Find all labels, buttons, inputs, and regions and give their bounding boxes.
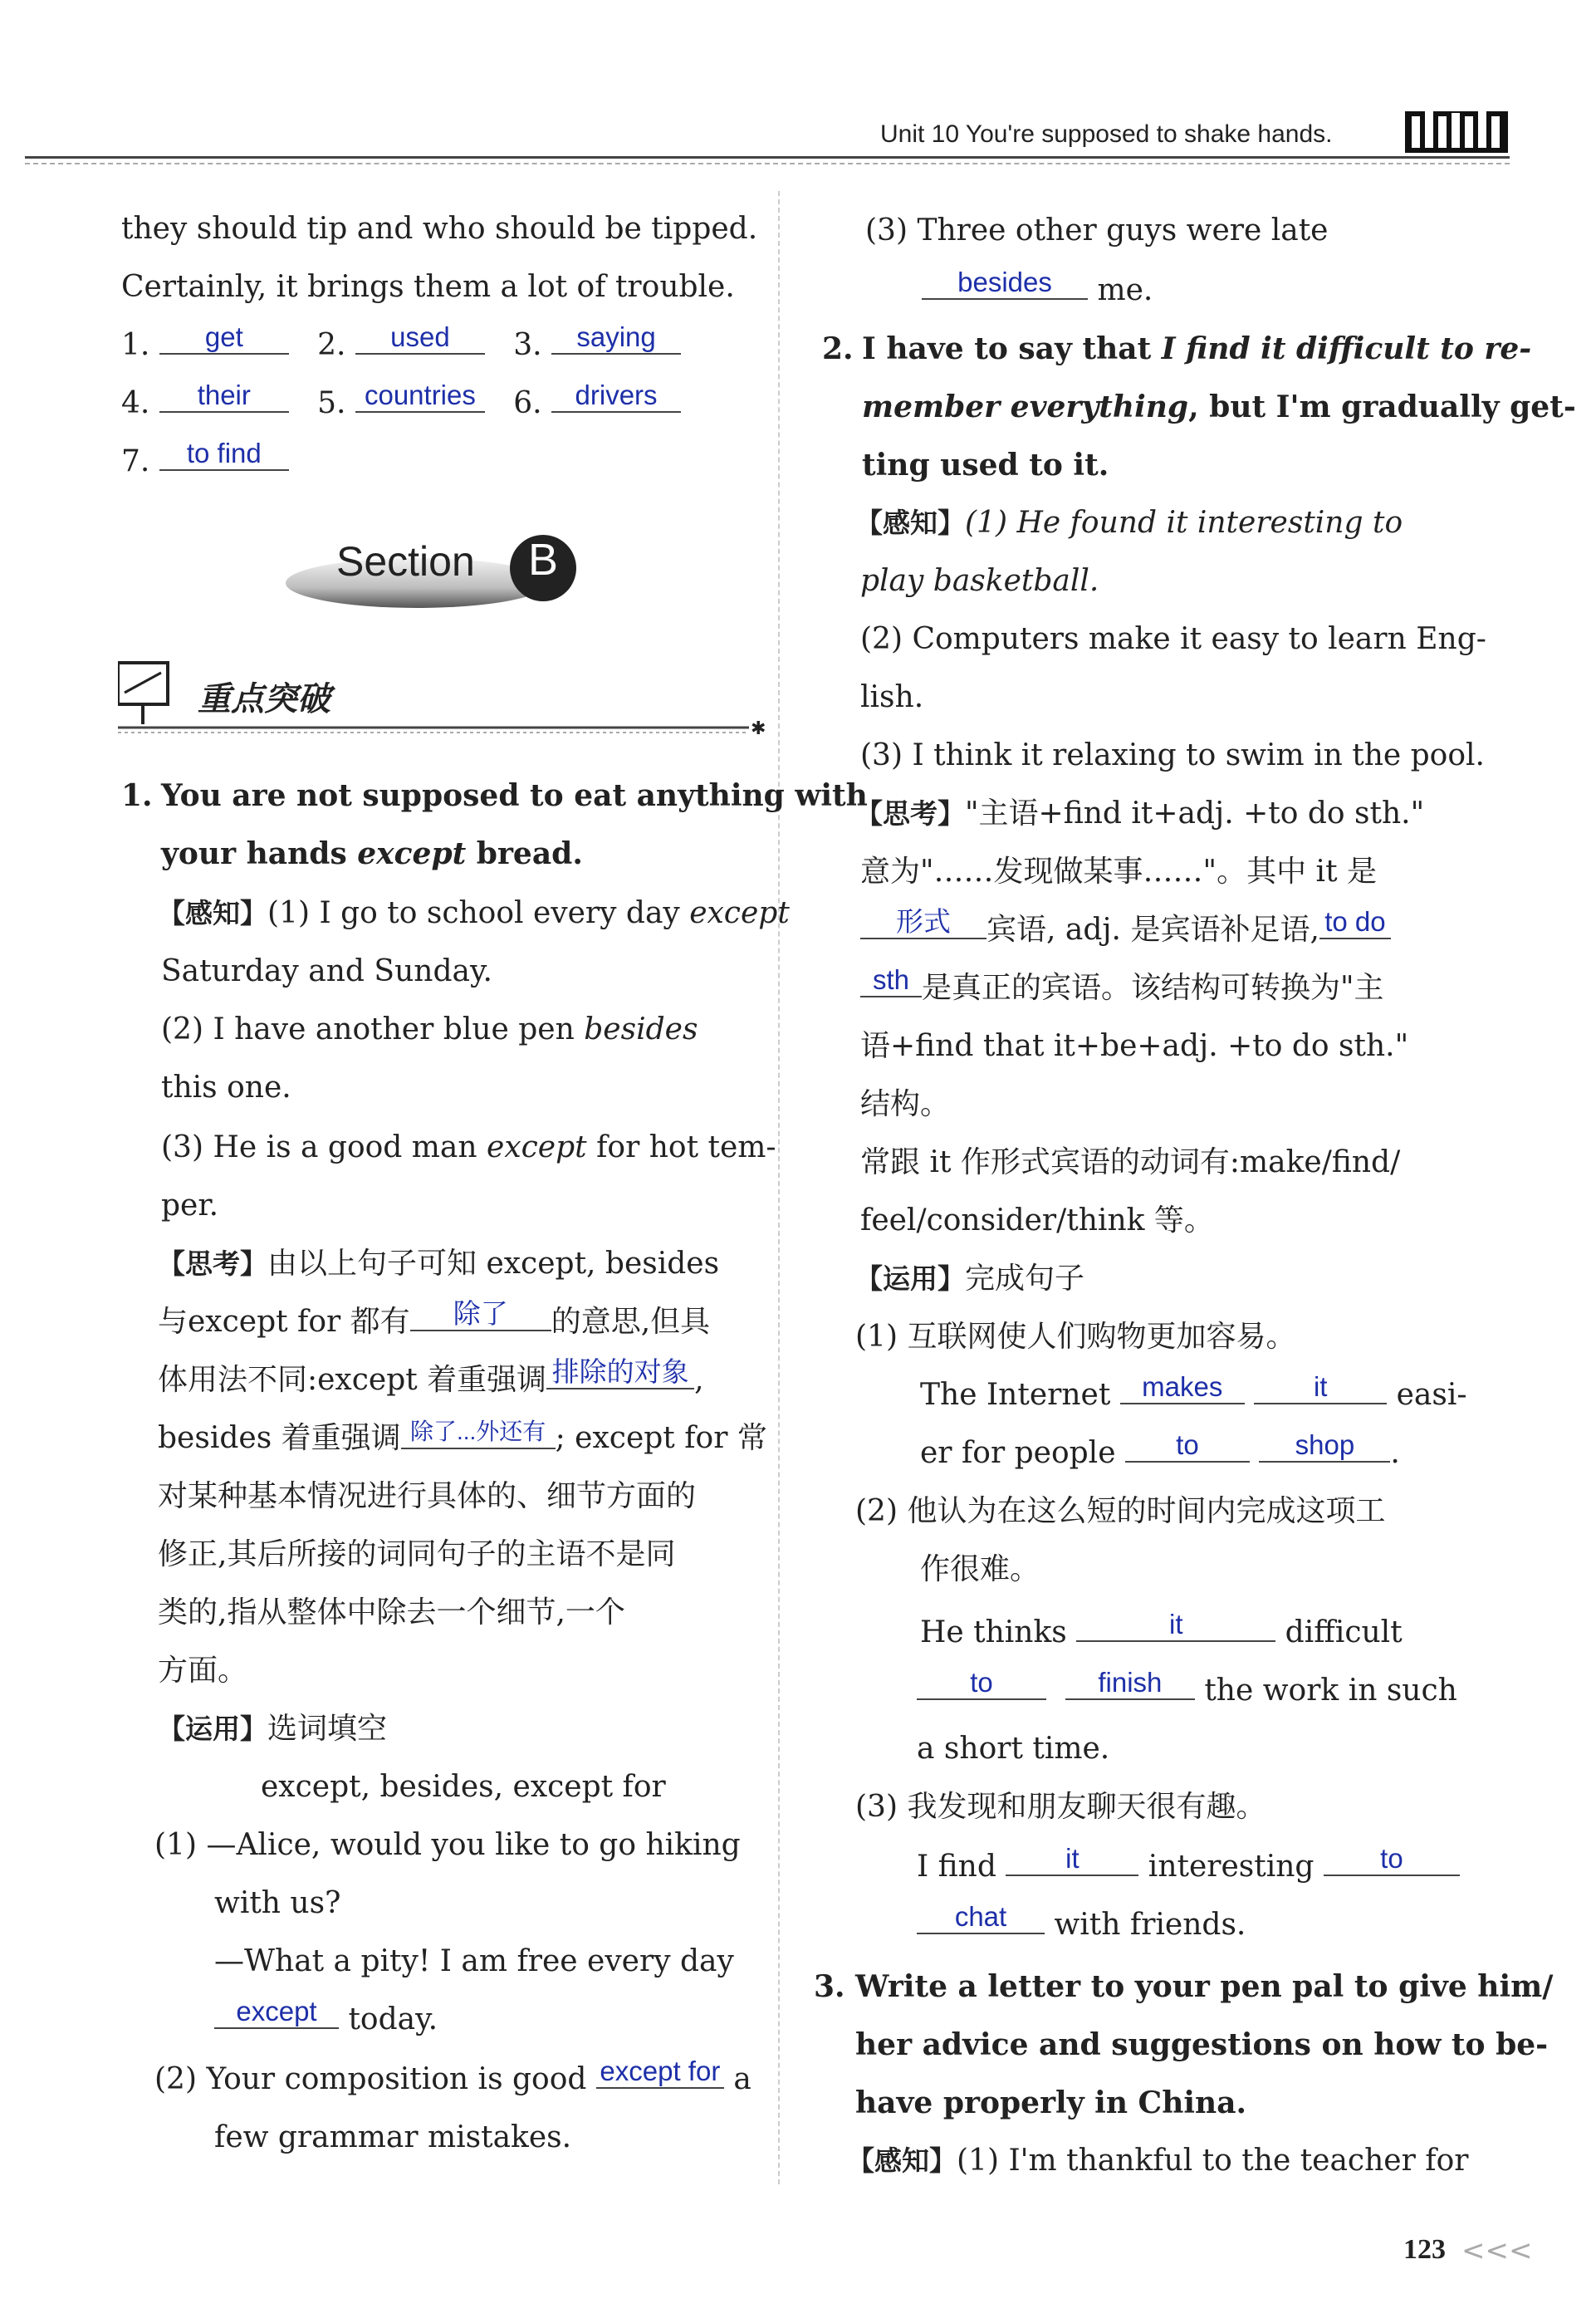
q2-perceive-3: (3) I think it relaxing to swim in the pool.	[860, 738, 1485, 772]
q1-exercise-2-b: a	[723, 2062, 751, 2096]
q1-think-blank-2: 排除的对象	[546, 1356, 694, 1389]
q2-think-8: feel/consider/think 等。	[860, 1203, 1214, 1237]
q3-number: 3.	[814, 1969, 845, 2004]
q1-perceive-1-cont: Saturday and Sunday.	[161, 954, 492, 988]
q1-exercise-2-blank: except for	[596, 2056, 724, 2089]
q1-number: 1.	[121, 778, 153, 813]
q1-exercise-2-a: (2) Your composition is good	[154, 2062, 596, 2096]
answer-blank-4: their	[159, 380, 289, 413]
q1-think-8: 方面。	[158, 1654, 248, 1688]
q2-exercise-3-cn: (3) 我发现和朋友聊天很有趣。	[855, 1790, 1266, 1824]
answer-row-2: 4. their 5. countries 6. drivers	[121, 387, 681, 421]
q2-exercise-3-a: I find	[917, 1850, 1006, 1884]
q2-perceive-2: (2) Computers make it easy to learn Eng-	[860, 622, 1486, 656]
q2-exercise-3-line-1	[917, 1843, 1460, 1884]
q2-line-2	[862, 390, 1576, 424]
q1-think-4-b: ; except for 常	[555, 1421, 767, 1455]
q2-exercise-2-a: He thinks	[920, 1615, 1077, 1649]
q1-exercise-1-line-1: (1) —Alice, would you like to go hiking	[154, 1828, 741, 1862]
apply-tag: 【运用】	[158, 1713, 267, 1745]
q2-exercise-1-d: er for people	[920, 1436, 1125, 1470]
q2-exercise-2-c: difficult	[1275, 1615, 1403, 1649]
column-divider	[778, 191, 780, 2184]
q2-think-5: 语+find that it+be+adj. +to do sth."	[860, 1029, 1409, 1063]
q1-line-2-c: bread.	[466, 836, 583, 871]
q1-perceive-1-a: (1) I go to school every day	[267, 896, 690, 930]
q2-think-3	[860, 906, 1391, 948]
q1-perceive-1-b: except	[689, 896, 790, 930]
right-item-3-line-2	[922, 267, 1153, 308]
header-dashed-rule	[25, 163, 1510, 164]
q1-perceive-2-a: (2) I have another blue pen	[161, 1012, 585, 1046]
q1-think-blank-3: 除了...外还有	[401, 1416, 556, 1449]
q2-exercise-1-blank-2: it	[1254, 1371, 1387, 1404]
q1-perceive-1	[158, 897, 790, 930]
q2-think-6: 结构。	[860, 1087, 951, 1121]
q2-line-2-a: member everything	[862, 390, 1189, 424]
q2-perceive-tag: 【感知】	[855, 507, 965, 539]
left-intro-line-1: they should tip and who should be tipped.	[121, 212, 758, 246]
q2-exercise-1-e: .	[1390, 1436, 1400, 1470]
q2-exercise-2-line-1	[920, 1609, 1403, 1650]
answer-blank-7: to find	[159, 438, 289, 471]
q1-think-2-a: 与except for 都有	[158, 1305, 410, 1339]
answer-blank-2: used	[355, 321, 485, 355]
q1-perceive-3-b: except	[487, 1130, 587, 1164]
q1-exercise-1-blank: except	[214, 1996, 339, 2029]
answer-blank-3: saying	[551, 321, 681, 355]
key-points-title: 重点突破	[198, 680, 330, 718]
q2-perceive-1	[855, 507, 1403, 540]
q2-think-blank-2: to do	[1319, 906, 1391, 939]
right-item-3-line-1: (3) Three other guys were late	[865, 213, 1329, 247]
q2-exercise-1-blank-3: to	[1125, 1429, 1250, 1463]
page-number: 123	[1403, 2234, 1446, 2265]
q2-line-1-a: I have to say that	[862, 331, 1162, 366]
q3-perceive-tag: 【感知】	[847, 2144, 957, 2177]
q1-think-5: 对某种基本情况进行具体的、细节方面的	[158, 1479, 697, 1513]
q1-apply-title: 选词填空	[267, 1712, 388, 1746]
q3-line-2: her advice and suggestions on how to be-	[855, 2027, 1549, 2062]
q2-exercise-3-d: with friends.	[1045, 1908, 1246, 1942]
q2-exercise-3-blank-3: chat	[917, 1901, 1045, 1934]
q2-exercise-2-blank-3: finish	[1065, 1667, 1195, 1700]
q1-think-7: 类的,指从整体中除去一个细节,一个	[158, 1595, 625, 1630]
q2-think-2: 意为"……发现做某事……"。其中 it 是	[860, 855, 1377, 889]
book-logo-icon	[1403, 105, 1510, 158]
think-tag: 【思考】	[158, 1247, 267, 1280]
q2-exercise-1-line-1	[920, 1371, 1467, 1413]
q2-exercise-3-blank-1: it	[1006, 1843, 1138, 1876]
q2-think-3-a: 宾语, adj. 是宾语补足语,	[986, 913, 1319, 947]
right-item-3-tail: me.	[1088, 273, 1153, 307]
q1-think-4	[158, 1419, 767, 1458]
svg-text:✱: ✱	[751, 718, 766, 739]
q1-perceive-2	[161, 1013, 698, 1046]
q1-think-1-text: 由以上句子可知 except, besides	[267, 1247, 720, 1281]
section-letter: B	[528, 535, 559, 585]
q1-exercise-1-tail: today.	[339, 2002, 438, 2036]
right-item-3-blank: besides	[922, 267, 1088, 300]
q2-exercise-2-line-2	[917, 1667, 1457, 1708]
q3-perceive-1	[847, 2144, 1468, 2178]
q1-exercise-1-line-2: with us?	[214, 1886, 341, 1920]
q2-think-4-a: 是真正的宾语。该结构可转换为"主	[922, 971, 1384, 1005]
unit-header-title: Unit 10 You're supposed to shake hands.	[880, 120, 1333, 148]
q1-perceive-3-cont: per.	[161, 1188, 219, 1223]
q1-exercise-2-line-2: few grammar mistakes.	[214, 2120, 572, 2154]
section-label: Section	[336, 538, 475, 585]
q2-apply-tag: 【运用】	[855, 1262, 965, 1295]
q2-exercise-3-line-2	[917, 1901, 1246, 1943]
answer-blank-5: countries	[355, 380, 485, 413]
q1-think-3	[158, 1356, 704, 1398]
q2-exercise-2-cn-1: (2) 他认为在这么短的时间内完成这项工	[855, 1494, 1386, 1528]
q2-perceive-1-cont: play basketball.	[860, 564, 1099, 598]
q1-line-1: You are not supposed to eat anything with	[161, 778, 868, 813]
q2-perceive-2-cont: lish.	[860, 680, 924, 714]
q2-exercise-3-c: interesting	[1138, 1850, 1324, 1884]
perceive-tag: 【感知】	[158, 897, 267, 929]
q2-exercise-1-c: easi-	[1387, 1378, 1467, 1412]
q2-perceive-1-text: (1) He found it interesting to	[965, 506, 1403, 540]
q2-exercise-2-cn-2: 作很难。	[920, 1552, 1040, 1586]
q2-think-blank-3: sth	[860, 964, 922, 997]
q1-think-3-a: 体用法不同:except 着重强调	[158, 1363, 547, 1397]
q1-exercise-2-line-1	[154, 2056, 751, 2097]
answer-row-3: 7. to find	[121, 445, 289, 479]
q2-exercise-2-d: the work in such	[1194, 1674, 1457, 1708]
q1-word-bank: except, besides, except for	[261, 1770, 666, 1804]
q2-exercise-1-blank-1: makes	[1120, 1371, 1245, 1404]
q2-exercise-1-a: The Internet	[920, 1378, 1120, 1412]
q1-think-3-b: ,	[694, 1363, 704, 1397]
q3-line-3: have properly in China.	[855, 2085, 1247, 2120]
q2-line-3: ting used to it.	[862, 448, 1109, 483]
left-intro-line-2: Certainly, it brings them a lot of trouble.	[121, 270, 735, 304]
q3-line-1: Write a letter to your pen pal to give him/	[855, 1969, 1554, 2004]
q2-think-4	[860, 964, 1384, 1006]
q1-think-blank-1: 除了	[410, 1298, 551, 1331]
q1-think-6: 修正,其后所接的词同句子的主语不是同	[158, 1537, 676, 1571]
q1-think-2-b: 的意思,但具	[551, 1305, 711, 1339]
q2-apply-title: 完成句子	[965, 1262, 1085, 1296]
q2-apply-heading	[855, 1262, 1084, 1296]
q2-exercise-2-line-3: a short time.	[917, 1732, 1110, 1766]
q2-exercise-1-line-2	[920, 1429, 1400, 1471]
q2-line-1	[862, 332, 1531, 365]
q2-line-2-b: , but I'm gradually get-	[1188, 390, 1576, 424]
q1-think-4-a: besides 着重强调	[158, 1421, 401, 1455]
header-rule	[25, 156, 1510, 159]
q1-perceive-3	[161, 1131, 776, 1164]
q2-line-1-b: I find it difficult to re-	[1161, 331, 1532, 366]
q1-think-2	[158, 1298, 711, 1340]
q1-perceive-2-cont: this one.	[161, 1071, 291, 1105]
q1-perceive-3-a: (3) He is a good man	[161, 1130, 487, 1164]
q1-line-2-a: your hands	[161, 836, 358, 871]
q2-exercise-1-cn: (1) 互联网使人们购物更加容易。	[855, 1320, 1296, 1354]
q1-exercise-1-line-4	[214, 1996, 438, 2037]
answer-blank-1: get	[159, 321, 289, 355]
q2-exercise-2-blank-2: to	[917, 1667, 1046, 1700]
q2-number: 2.	[822, 331, 854, 366]
q1-think-1	[158, 1247, 719, 1281]
q1-line-2-except: except	[357, 836, 467, 871]
q1-line-2	[161, 837, 583, 870]
q2-think-1-text: "主语+find it+adj. +to do sth."	[965, 796, 1425, 831]
q3-perceive-1-text: (1) I'm thankful to the teacher for	[957, 2144, 1469, 2178]
footer-arrows-icon: <<<	[1461, 2234, 1533, 2267]
answer-row-1: 1. get 2. used 3. saying	[121, 329, 681, 363]
q2-exercise-2-blank-1: it	[1076, 1609, 1275, 1642]
q2-think-7: 常跟 it 作形式宾语的动词有:make/find/	[860, 1145, 1401, 1179]
q2-exercise-3-blank-2: to	[1324, 1843, 1460, 1876]
q2-exercise-1-blank-4: shop	[1259, 1429, 1390, 1463]
q2-think-tag: 【思考】	[855, 797, 965, 830]
q1-apply-heading	[158, 1713, 387, 1746]
q2-think-1	[855, 797, 1424, 831]
q1-exercise-1-line-3: —What a pity! I am free every day	[214, 1944, 734, 1978]
q1-perceive-3-c: for hot tem-	[586, 1130, 776, 1164]
answer-blank-6: drivers	[551, 380, 681, 413]
q1-perceive-2-b: besides	[584, 1012, 698, 1046]
q2-think-blank-1: 形式	[860, 906, 986, 939]
